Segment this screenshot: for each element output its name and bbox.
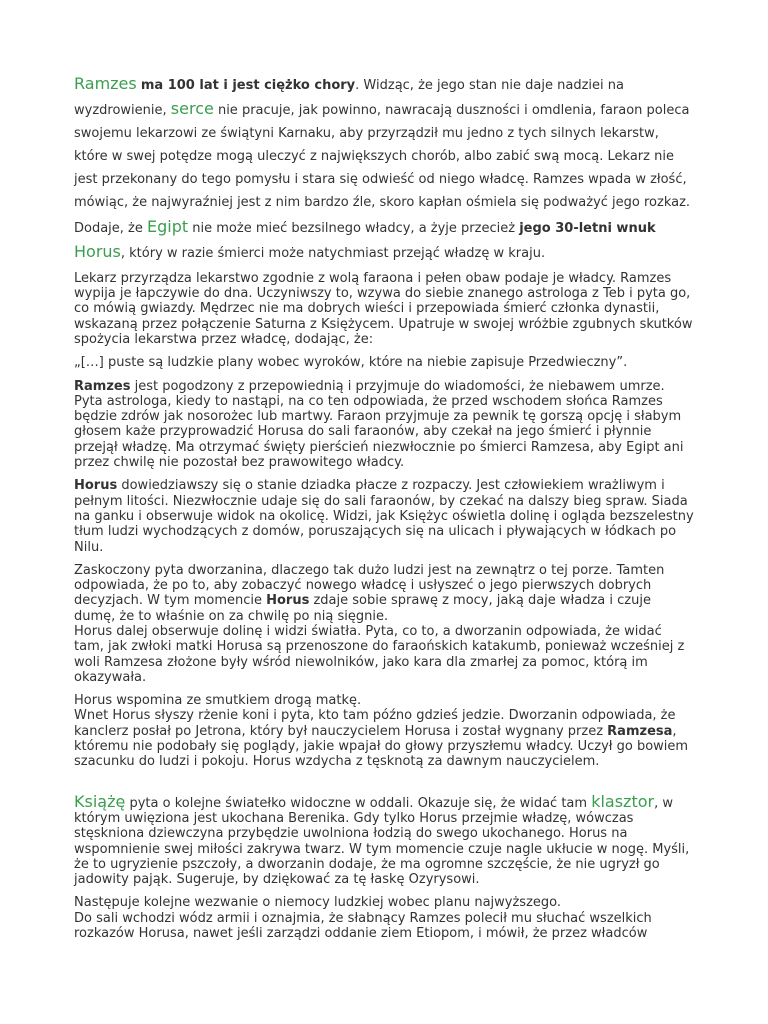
link-serce[interactable]: serce [170,99,214,119]
paragraph-5 [74,478,694,554]
text: Horus dalej obserwuje dolinę i widzi światła. Pyta, co to, a dworzanin odpowiada, że widać tam, jak zwłoki matki Horusa są przenoszone do faraońskich katakumb, ponieważ wcześniej z woli Ramzesa złożone były wśród niewolników, jako kara dla zmarłej za pomoc, którą im okazywała. [74,623,685,685]
text: , któremu nie podobały się poglądy, jakie wpajał do głowy przyszłemu władcy. Uczył go bowiem szacunku do ludzi i pokoju. Horus wzdycha z tęsknotą za dawnym nauczycielem. [74,723,689,770]
text: . Widząc, że jego stan nie daje nadziei na wyzdrowienie, [74,78,624,119]
paragraph-8 [74,791,694,888]
text: dowiedziawszy się o stanie dziadka płacze z rozpaczy. Jest człowiekiem wrażliwym i pełnym litości. Niezwłocznie udaje się do sali faraonów, by czekać na dalszy bieg spraw. Siada na ganku i obserwuje widok na okolicę. Widzi, jak Księżyc oświetla dolinę i ogląda bezszelestny tłum ludzi wychodzących z domów, poruszających się na ulicach i pływających w łódkach po Nilu. [74,478,694,555]
paragraph-1 [74,72,694,265]
text: Do sali wchodzi wódz armii i oznajmia, że słabnący Ramzes polecił mu słuchać wszelkich rozkazów Horusa, nawet jeśli zarządzi oddanie ziem Etiopom, i mówił, że przez władców [74,910,652,942]
link-ramzes[interactable]: Ramzes [74,74,137,93]
document-body [74,72,694,941]
bold-text: Ramzes [74,378,131,394]
bold-text: Horus [74,478,118,494]
bold-text: jego 30-letni wnuk [519,220,656,236]
text: Wnet Horus słyszy rżenie koni i pyta, kto tam późno gdzieś jedzie. Dworzanin odpowiada, że kanclerz posłał po Jetrona, który był nauczycielem Horusa i został wygnany przez [74,708,676,739]
link-horus[interactable]: Horus [74,241,121,261]
paragraph-7 [74,693,694,769]
text: jest pogodzony z przepowiednią i przyjmuje do wiadomości, że niebawem umrze. Pyta astrologa, kiedy to nastąpi, na co ten odpowiada, że przed wschodem słońca Ramzes będzie zdrów jak nosorożec lub martwy. Faraon przyjmuje za pewnik tę gorszą opcję i słabym głosem każe przyprowadzić Horusa do sali faraonów, aby czekał na jego śmierć i płynnie przejął władzę. Ma otrzymać święty pierścień niezwłocznie po śmierci Ramzesa, aby Egipt ani przez chwilę nie pozostał bez prawowitego władcy. [74,378,684,471]
text: , w którym uwięziona jest ukochana Berenika. Gdy tylko Horus przejmie władzę, wówczas stęskniona dziewczyna przybędzie uwolniona łodzią do swego ukochanego. Horus na wspomnienie swej miłości zakrywa twarz. W tym momencie czuje nagle ukłucie w nogę. Myśli, że to ugryzienie pszczoły, a dworzanin dodaje, że ma ogromne szczęście, że nie ugryzł go jadowity pająk. Sugeruje, by dziękować za tę łaskę Ozyrysowi. [74,795,690,888]
link-klasztor[interactable]: klasztor [591,791,655,811]
text: pyta o kolejne światełko widoczne w oddali. Okazuje się, że widać tam [125,795,592,811]
text: nie może mieć bezsilnego władcy, a żyje przecież [188,220,520,236]
paragraph-2: Lekarz przyrządza lekarstwo zgodnie z wolą faraona i pełen obaw podaje je władcy. Ramzes wypija je łapczywie do dna. Uczyniwszy to, wzywa do siebie znanego astrologa z Teb i pyta go, co mówią gwiazdy. Mędrzec nie ma dobrych wieści i przepowiada śmierć członka dynastii, wskazaną przez połączenie Saturna z Księżycem. Upatruje w swojej wróżbie zgubnych skutków spożycia lekarstwa przez władcę, dodając, że: [74,270,693,347]
text: Horus wspomina ze smutkiem drogą matkę. [74,693,362,709]
text: nie pracuje, jak powinno, nawracają duszności i omdlenia, faraon poleca swojemu lekarzowi ze świątyni Karnaku, aby przyrządził mu jedno z tych silnych lekarstw, które w swej potędze mogą uleczyć z największych chorób, albo zabić swą mocą. Lekarz nie jest przekonany do tego pomysłu i stara się odwieść od niego władcę. Ramzes wpada w złość, mówiąc, że najwyraźniej jest z nim bardzo źle, skoro kapłan ośmiela się podważyć jego rozkaz. Dodaje, że [74,103,691,236]
paragraph-9 [74,895,694,941]
text: Zaskoczony pyta dworzanina, dlaczego tak dużo ludzi jest na zewnątrz o tej porze. Tamten odpowiada, że po to, aby zobaczyć nowego władcę i usłyszeć o jego pierwszych dobrych decyzjach. W tym momencie [74,562,665,609]
bold-text: Horus [266,593,310,609]
link-egipt[interactable]: Egipt [147,216,189,236]
text: Następuje kolejne wezwanie o niemocy ludzkiej wobec planu najwyższego. [74,895,561,911]
paragraph-4 [74,379,694,471]
text: , który w razie śmierci może natychmiast przejąć władzę w kraju. [120,245,546,261]
paragraph-6 [74,563,694,685]
link-ksiaze[interactable]: Książę [74,791,126,811]
paragraph-quote: „[…] puste są ludzkie plany wobec wyroków, które na niebie zapisuje Przedwieczny”. [74,355,628,371]
bold-text: Ramzesa [607,723,673,739]
bold-text: ma 100 lat i jest ciężko chory [140,78,356,93]
text: zdaje sobie sprawę z mocy, jaką daje władza i czuje dumę, że to właśnie on za chwilę po nią sięgnie. [74,593,651,624]
